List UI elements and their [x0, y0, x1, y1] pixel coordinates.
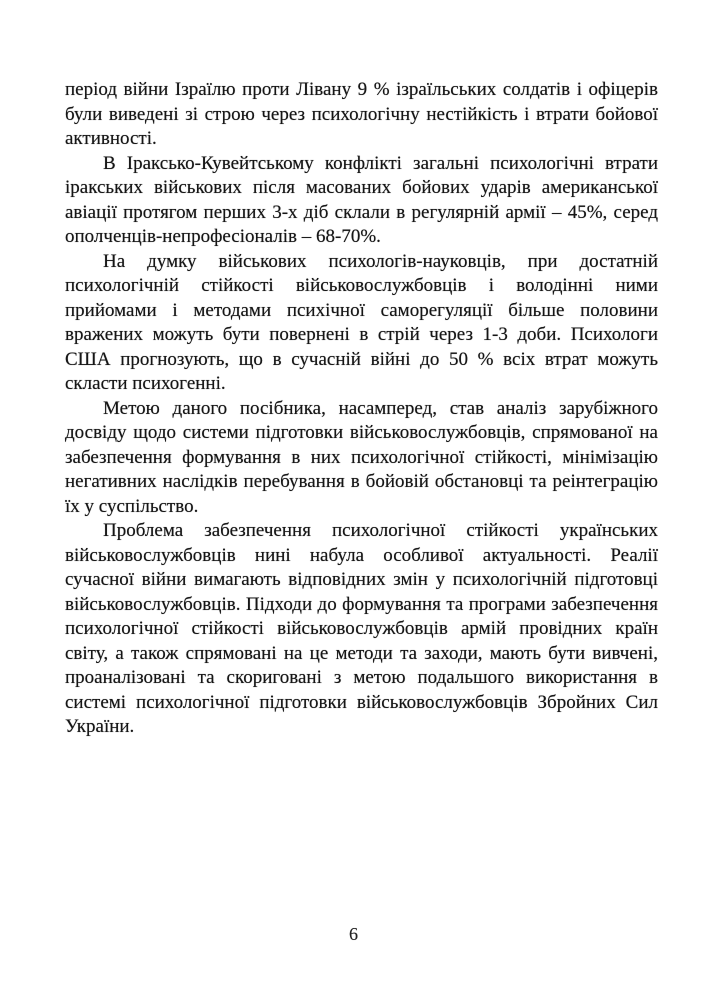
- body-text: [65, 78, 658, 740]
- paragraph: На думку військових психологів-науковців, при достатній психологічній стійкості військовослужбовців і володінні ними прийомами і методами психічної саморегуляції більше половини вражених можуть бути повернені в стрій через 1-3 доби. Психологи США прогнозують, що в сучасній війні до 50 % всіх втрат можуть скласти психогенні.: [65, 250, 658, 394]
- paragraph: В Іраксько-Кувейтському конфлікті загальні психологічні втрати іракських військових після масованих бойових ударів американської авіації протягом перших 3-х діб склали в регулярній армії – 45%, серед ополченців-непрофесіоналів – 68-70%.: [65, 152, 658, 247]
- paragraph: Метою даного посібника, насамперед, став аналіз зарубіжного досвіду щодо системи підготовки військовослужбовців, спрямованої на забезпечення формування в них психологічної стійкості, мінімізацію негативних наслідків перебування в бойовій обстановці та реінтеграцію їх у суспільство.: [65, 397, 658, 517]
- paragraph-continuation: період війни Ізраїлю проти Лівану 9 % ізраїльських солдатів і офіцерів були виведені зі строю через психологічну нестійкість і втрати бойової активності.: [65, 79, 658, 149]
- paragraph: Проблема забезпечення психологічної стійкості українських військовослужбовців нині набула особливої актуальності. Реалії сучасної війни вимагають відповідних змін у психологічній підготовці військовослужбовців. Підходи до формування та програми забезпечення психологічної стійкості військовослужбовців армій провідних країн світу, а також спрямовані на це методи та заходи, мають бути вивчені, проаналізовані та скориговані з метою подальшого використання в системі психологічної підготовки військовослужбовців Збройних Сил України.: [65, 520, 658, 737]
- page-number: 6: [349, 924, 358, 944]
